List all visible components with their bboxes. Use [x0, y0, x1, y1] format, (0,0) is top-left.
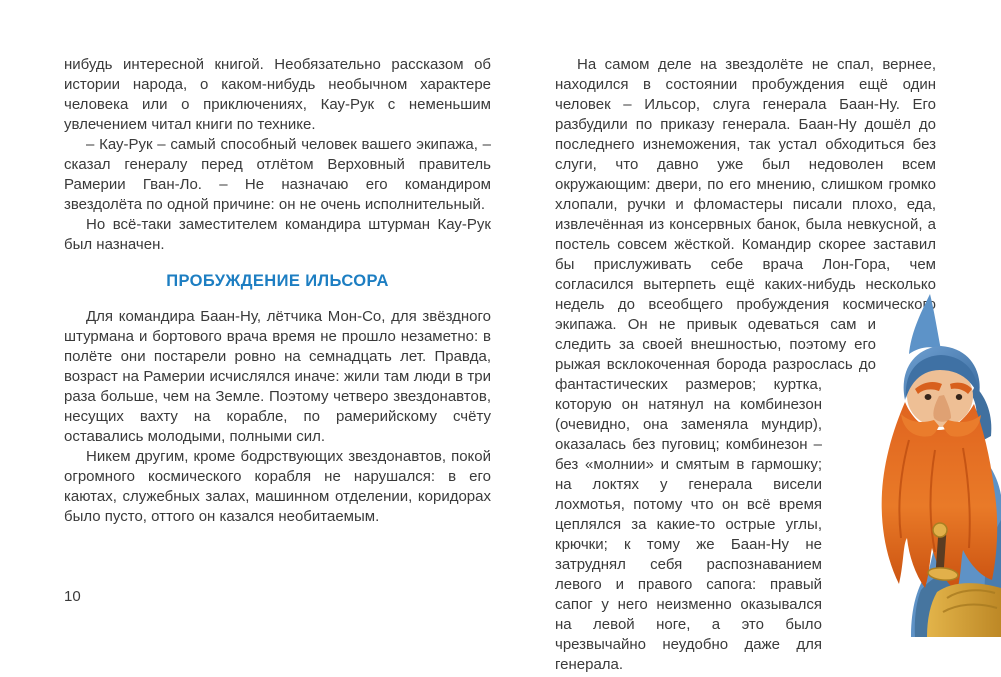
general-illustration	[851, 290, 1001, 637]
paragraph: Никем другим, кроме бодрствующих звездонавтов, покой огромного космического корабля не нарушался: в его каютах, служебных залах, машинном отделении, коридорах было пусто, оттого он казался необитаемым.	[64, 448, 491, 525]
page-number: 10	[64, 588, 81, 605]
paragraph: Для командира Баан-Ну, лётчика Мон-Со, для звёздного штурмана и бортового врача время не прошло незаметно: в полёте они постарели ровно на семнадцать лет. Правда, возраст на Рамерии исчислялся иначе: жили там люди в три раза больше, чем на Земле. Поэтому четверо звездонавтов, несущих вахту на корабле, по рамерийскому счёту оставались молодыми, полными сил.	[64, 308, 491, 445]
eye-icon	[925, 394, 932, 400]
paragraph: На самом деле на звездолёте не спал, вернее, находился в состоянии пробуждения ещё один человек – Ильсор, слуга генерала Баан-Ну. Его разбудили по приказу генерала. Баан-Ну дошёл до последнего изнеможения, так устал обходиться без слуги, что давно уже был недоволен всем окружающим: двери, по его мнению, слишком громко хлопали, ручки и фломастеры писали плохо, еда, извлечённая из консервных банок, была невкусной, а постель совсем жёсткой. Командир скорее заставил бы прислуживать себе врача Лон-Гора, чем согласился вытерпеть ещё каких-нибудь несколько недель до всеобщего пробуждения космического экипажа. Он не привык одеваться сам и следить за своей внешностью, поэтому его рыжая всклокоченная борода разрослась до фантастических размеров; куртка, которую он натянул на комбинезон (очевидно, она заменяла мундир), оказалась без пуговиц; комбинезон – без «молнии» и смятым в гармошку; на локтях у генерала висели лохмотья, потому что он всё время цеплялся за какие-то острые углы, крючки; к тому же Баан-Ну не затруднял себя распознаванием левого и правого сапога: правый сапог у него неизменно оказывался на левой ноге, а это было чрезвычайно неудобно даже для генерала.	[555, 56, 936, 673]
paragraph: – Кау-Рук – самый способный человек вашего экипажа, – сказал генералу перед отлётом Верховный правитель Рамерии Гван-Ло. – Не назначаю его командиром звездолёта по одной причине: он не очень исполнительный.	[64, 136, 491, 213]
paragraph: Но всё-таки заместителем командира штурман Кау-Рук был назначен.	[64, 216, 491, 253]
chapter-heading: ПРОБУЖДЕНИЕ ИЛЬСОРА	[166, 272, 389, 290]
paragraph: нибудь интересной книгой. Необязательно рассказом об истории народа, о каком-нибудь необычном характере человека или о приключениях, Кау-Рук с неменьшим увлечением читал книги по технике.	[64, 56, 491, 133]
left-page	[64, 55, 491, 527]
